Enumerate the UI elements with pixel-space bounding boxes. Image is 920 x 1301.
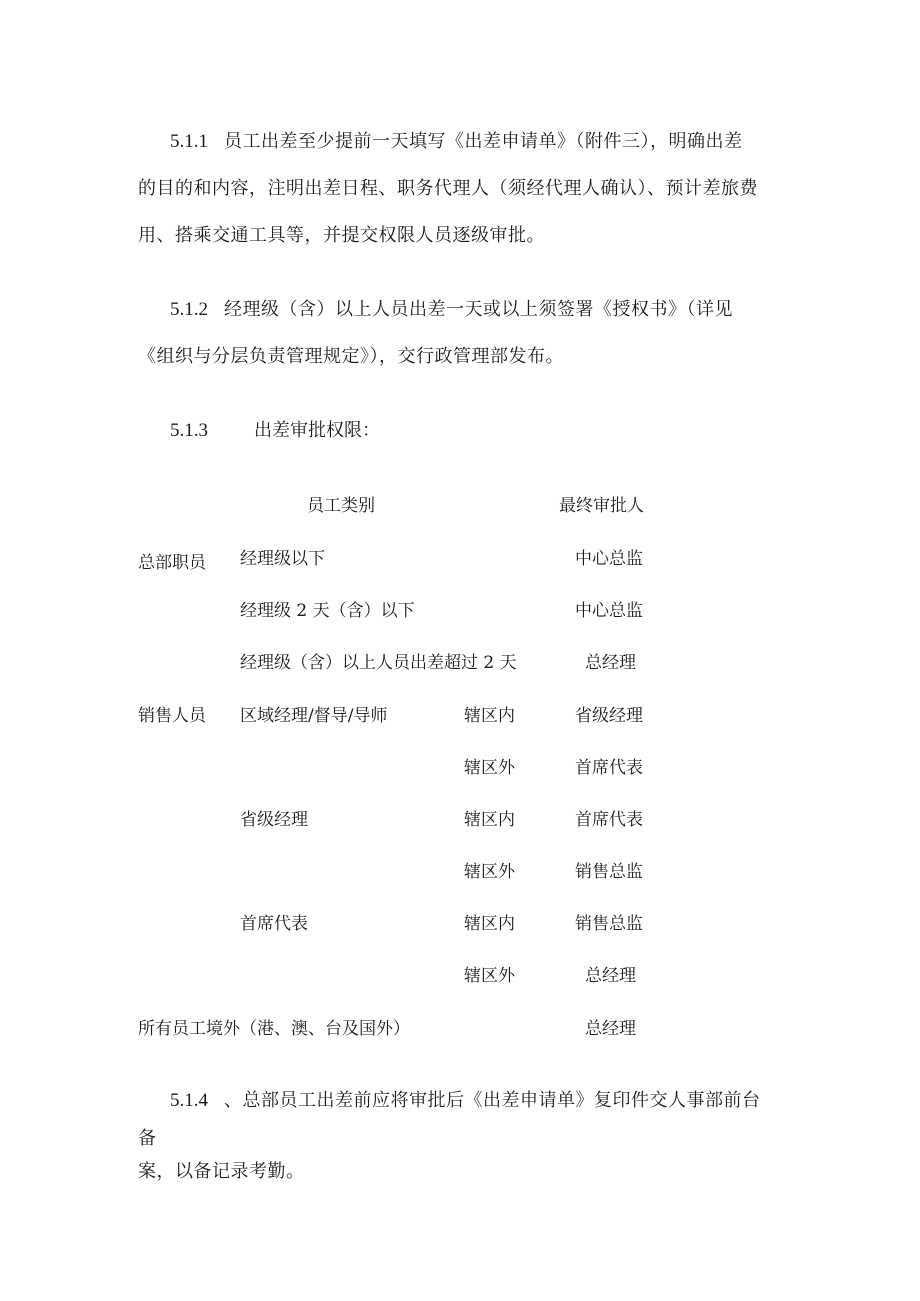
section-5-1-1-line-1 <box>138 118 778 165</box>
section-5-1-1-line-3: 用、搭乘交通工具等，并提交权限人员逐级审批。 <box>138 225 545 246</box>
sales-row-5-role: 首席代表 <box>240 914 308 934</box>
hq-row-3-approver: 总经理 <box>585 653 636 673</box>
sales-row-3-approver: 首席代表 <box>575 810 643 830</box>
sales-row-6-scope: 辖区外 <box>464 966 515 986</box>
sales-row-6-approver: 总经理 <box>585 966 636 986</box>
hq-row-1-desc: 经理级以下 <box>240 549 325 569</box>
header-final-approver: 最终审批人 <box>559 496 644 516</box>
group-hq-staff: 总部职员 <box>138 553 206 573</box>
overseas-approver: 总经理 <box>585 1019 636 1039</box>
section-5-1-2 <box>138 286 778 380</box>
sales-row-4-scope: 辖区外 <box>464 862 515 882</box>
sales-row-5-scope: 辖区内 <box>464 914 515 934</box>
section-text: 、总部员工出差前应将审批后《出差申请单》复印件交人事部前台备 <box>138 1090 761 1149</box>
hq-row-2-desc: 经理级 2 天（含）以下 <box>240 601 415 621</box>
sales-row-3-scope: 辖区内 <box>464 810 515 830</box>
sales-row-2-scope: 辖区外 <box>464 758 515 778</box>
sales-row-5-approver: 销售总监 <box>575 914 643 934</box>
section-5-1-4-line-1 <box>138 1082 778 1158</box>
sales-row-4-approver: 销售总监 <box>575 862 643 882</box>
sales-row-1-role: 区域经理/督导/导师 <box>240 706 388 726</box>
section-number: 5.1.4 <box>170 1090 208 1111</box>
section-5-1-1 <box>138 118 778 259</box>
section-5-1-2-line-2: 《组织与分层负责管理规定》），交行政管理部发布。 <box>138 346 564 367</box>
sales-row-3-role: 省级经理 <box>240 810 308 830</box>
section-text: 经理级（含）以上人员出差一天或以上须签署《授权书》（详见 <box>224 299 733 320</box>
hq-row-2-approver: 中心总监 <box>575 601 643 621</box>
section-5-1-3 <box>170 416 380 446</box>
section-5-1-4 <box>138 1082 778 1186</box>
section-text: 员工出差至少提前一天填写《出差申请单》（附件三），明确出差 <box>224 131 743 152</box>
sales-row-1-scope: 辖区内 <box>464 706 515 726</box>
sales-row-2-approver: 首席代表 <box>575 758 643 778</box>
group-sales-staff: 销售人员 <box>138 706 206 726</box>
section-number: 5.1.2 <box>170 299 208 320</box>
section-5-1-1-line-2: 的目的和内容，注明出差日程、职务代理人（须经代理人确认）、预计差旅费 <box>138 178 758 199</box>
section-text: 出差审批权限： <box>254 420 380 441</box>
hq-row-3-desc: 经理级（含）以上人员出差超过 2 天 <box>240 653 517 673</box>
sales-row-1-approver: 省级经理 <box>575 706 643 726</box>
section-5-1-4-line-2: 案，以备记录考勤。 <box>138 1161 305 1182</box>
section-number: 5.1.3 <box>170 420 208 441</box>
section-number: 5.1.1 <box>170 131 208 152</box>
hq-row-1-approver: 中心总监 <box>575 549 643 569</box>
group-overseas: 所有员工境外（港、澳、台及国外） <box>138 1019 410 1039</box>
section-5-1-2-line-1 <box>138 286 778 333</box>
header-employee-category: 员工类别 <box>307 496 375 516</box>
